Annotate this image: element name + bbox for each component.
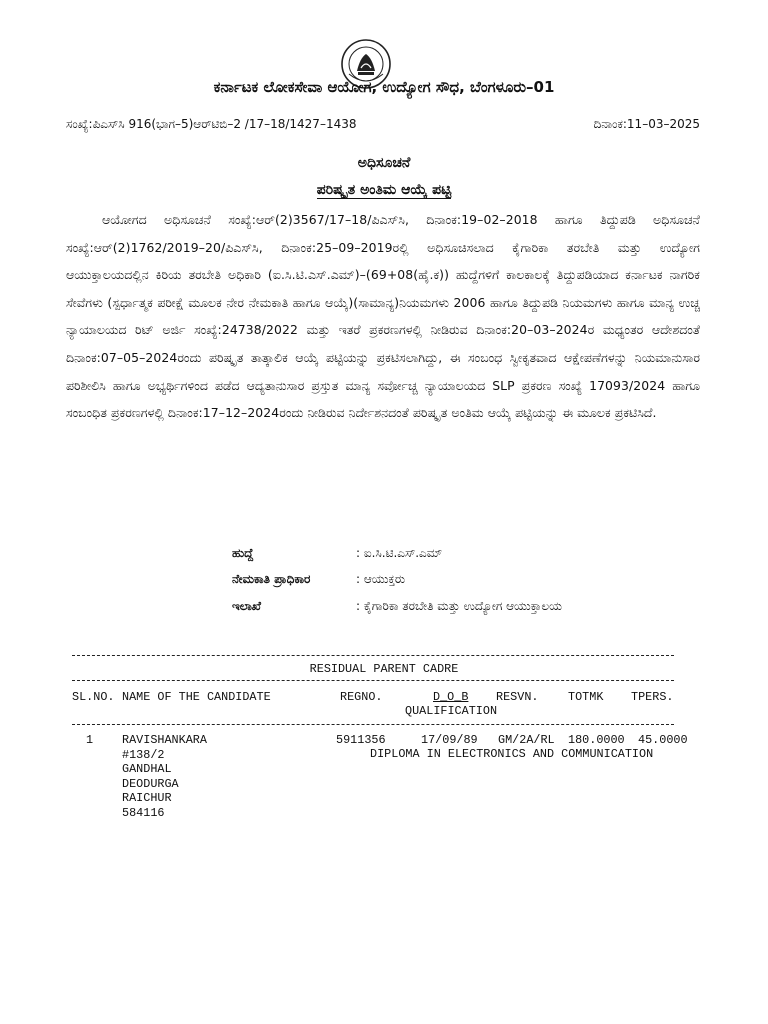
meta-authority-row — [232, 572, 405, 587]
header-slno: SL.NO. — [72, 690, 115, 704]
post-value: : ಐ.ಸಿ.ಟಿ.ಎಸ್.ಎಮ್ — [356, 546, 443, 560]
header-regno: REGNO. — [340, 690, 383, 704]
row-dob: 17/09/89 — [421, 733, 478, 747]
meta-post-row — [232, 546, 442, 561]
authority-value: : ಆಯುಕ್ತರು — [356, 572, 406, 586]
row-resvn: GM/2A/RL — [498, 733, 555, 747]
cadre-title: RESIDUAL PARENT CADRE — [309, 662, 459, 676]
header-dob: D_O_B — [433, 690, 469, 704]
notification-heading: ಅಧಿಸೂಚನೆ — [357, 155, 411, 171]
subheading-text: ಪರಿಷ್ಕೃತ ಅಂತಿಮ ಆಯ್ಕೆ ಪಟ್ಟಿ — [316, 182, 452, 198]
post-label: ಹುದ್ದೆ — [232, 546, 254, 560]
department-label: ಇಲಾಖೆ — [232, 599, 262, 613]
organization-title: ಕರ್ನಾಟಕ ಲೋಕಸೇವಾ ಆಯೋಗ, ಉದ್ಯೋಗ ಸೌಧ, ಬೆಂಗಳೂರು–01 — [213, 78, 555, 96]
header-qualification: QUALIFICATION — [405, 704, 498, 718]
header-resvn: RESVN. — [496, 690, 539, 704]
notification-date: ದಿನಾಂಕ:11–03–2025 — [593, 117, 700, 131]
reference-number: ಸಂಖ್ಯೆ:ಪಿಎಸ್‌ಸಿ 916(ಭಾಗ–5)ಆರ್‌ಟಿಬಿ–2 /17–18/1427–1438 — [66, 117, 357, 131]
dashed-divider — [72, 655, 674, 656]
authority-label: ನೇಮಕಾತಿ ಪ್ರಾಧಿಕಾರ — [232, 572, 311, 586]
row-slno: 1 — [86, 733, 94, 747]
row-totmk: 180.0000 — [568, 733, 625, 747]
header-tpers: TPERS. — [631, 690, 674, 704]
row-regno: 5911356 — [336, 733, 386, 747]
dashed-divider — [72, 680, 674, 681]
dashed-divider — [72, 724, 674, 725]
row-tpers: 45.0000 — [638, 733, 688, 747]
row-qualification: DIPLOMA IN ELECTRONICS AND COMMUNICATION — [370, 747, 654, 761]
row-name-address: RAVISHANKARA #138/2 GANDHAL DEODURGA RAICHUR 584116 — [122, 733, 207, 820]
meta-department-row — [232, 599, 562, 614]
notification-subheading — [0, 182, 768, 198]
notification-body: ಆಯೋಗದ ಅಧಿಸೂಚನೆ ಸಂಖ್ಯೆ:ಆರ್(2)3567/17–18/ಪಿಎಸ್‌ಸಿ, ದಿನಾಂಕ:19–02–2018 ಹಾಗೂ ತಿದ್ದುಪಡಿ ಅಧಿಸೂಚನೆ ಸಂಖ್ಯೆ:ಆರ್(2)1762/2019–20/ಪಿಎಸ್‌ಸಿ, ದಿನಾಂಕ:25–09–2019ರಲ್ಲಿ ಅಧಿಸೂಚಿಸಲಾದ ಕೈಗಾರಿಕಾ ತರಬೇತಿ ಮತ್ತು ಉದ್ಯೋಗ ಆಯುಕ್ತಾಲಯದಲ್ಲಿನ ಕಿರಿಯ ತರಬೇತಿ ಅಧಿಕಾರಿ (ಐ.ಸಿ.ಟಿ.ಎಸ್.ಎಮ್)–(69+08(ಹೈ.ಕ)) ಹುದ್ದೆಗಳಿಗೆ ಕಾಲಕಾಲಕ್ಕೆ ತಿದ್ದುಪಡಿಯಾದ ಕರ್ನಾಟಕ ನಾಗರಿಕ ಸೇವೆಗಳು (ಸ್ಪರ್ಧಾತ್ಮಕ ಪರೀಕ್ಷೆ ಮೂಲಕ ನೇರ ನೇಮಕಾತಿ ಹಾಗೂ ಆಯ್ಕೆ)(ಸಾಮಾನ್ಯ)ನಿಯಮಗಳು 2006 ಹಾಗೂ ತಿದ್ದುಪಡಿ ನಿಯಮಗಳು ಹಾಗೂ ಮಾನ್ಯ ಉಚ್ಚ ನ್ಯಾಯಾಲಯದ ರಿಟ್ ಅರ್ಜಿ ಸಂಖ್ಯೆ:24738/2022 ಮತ್ತು ಇತರೆ ಪ್ರಕರಣಗಳಲ್ಲಿ ನೀಡಿರುವ ದಿನಾಂಕ:20–03–2024ರ ಮಧ್ಯಂತರ ಆದೇಶದಂತೆ ದಿನಾಂಕ:07–05–2024ರಂದು ಪರಿಷ್ಕೃತ ತಾತ್ಕಾಲಿಕ ಆಯ್ಕೆ ಪಟ್ಟಿಯನ್ನು ಪ್ರಕಟಿಸಲಾಗಿದ್ದು, ಈ ಸಂಬಂಧ ಸ್ವೀಕೃತವಾದ ಆಕ್ಷೇಪಣೆಗಳನ್ನು ನಿಯಮಾನುಸಾರ ಪರಿಶೀಲಿಸಿ ಹಾಗೂ ಅಭ್ಯರ್ಥಿಗಳಿಂದ ಪಡೆದ ಆದ್ಯತಾನುಸಾರ ಪ್ರಸ್ತುತ ಮಾನ್ಯ ಸರ್ವೋಚ್ಚ ನ್ಯಾಯಾಲಯದ SLP ಪ್ರಕರಣ ಸಂಖ್ಯೆ 17093/2024 ಹಾಗೂ ಸಂಬಂಧಿತ ಪ್ರಕರಣಗಳಲ್ಲಿ ದಿನಾಂಕ:17–12–2024ರಂದು ನೀಡಿರುವ ನಿರ್ದೇಶನದಂತೆ ಪರಿಷ್ಕೃತ ಅಂತಿಮ ಆಯ್ಕೆ ಪಟ್ಟಿಯನ್ನು ಈ ಮೂಲಕ ಪ್ರಕಟಿಸಿದೆ. — [66, 212, 700, 421]
header-totmk: TOTMK — [568, 690, 604, 704]
department-value: : ಕೈಗಾರಿಕಾ ತರಬೇತಿ ಮತ್ತು ಉದ್ಯೋಗ ಆಯುಕ್ತಾಲಯ — [356, 599, 562, 613]
header-name: NAME OF THE CANDIDATE — [122, 690, 271, 704]
